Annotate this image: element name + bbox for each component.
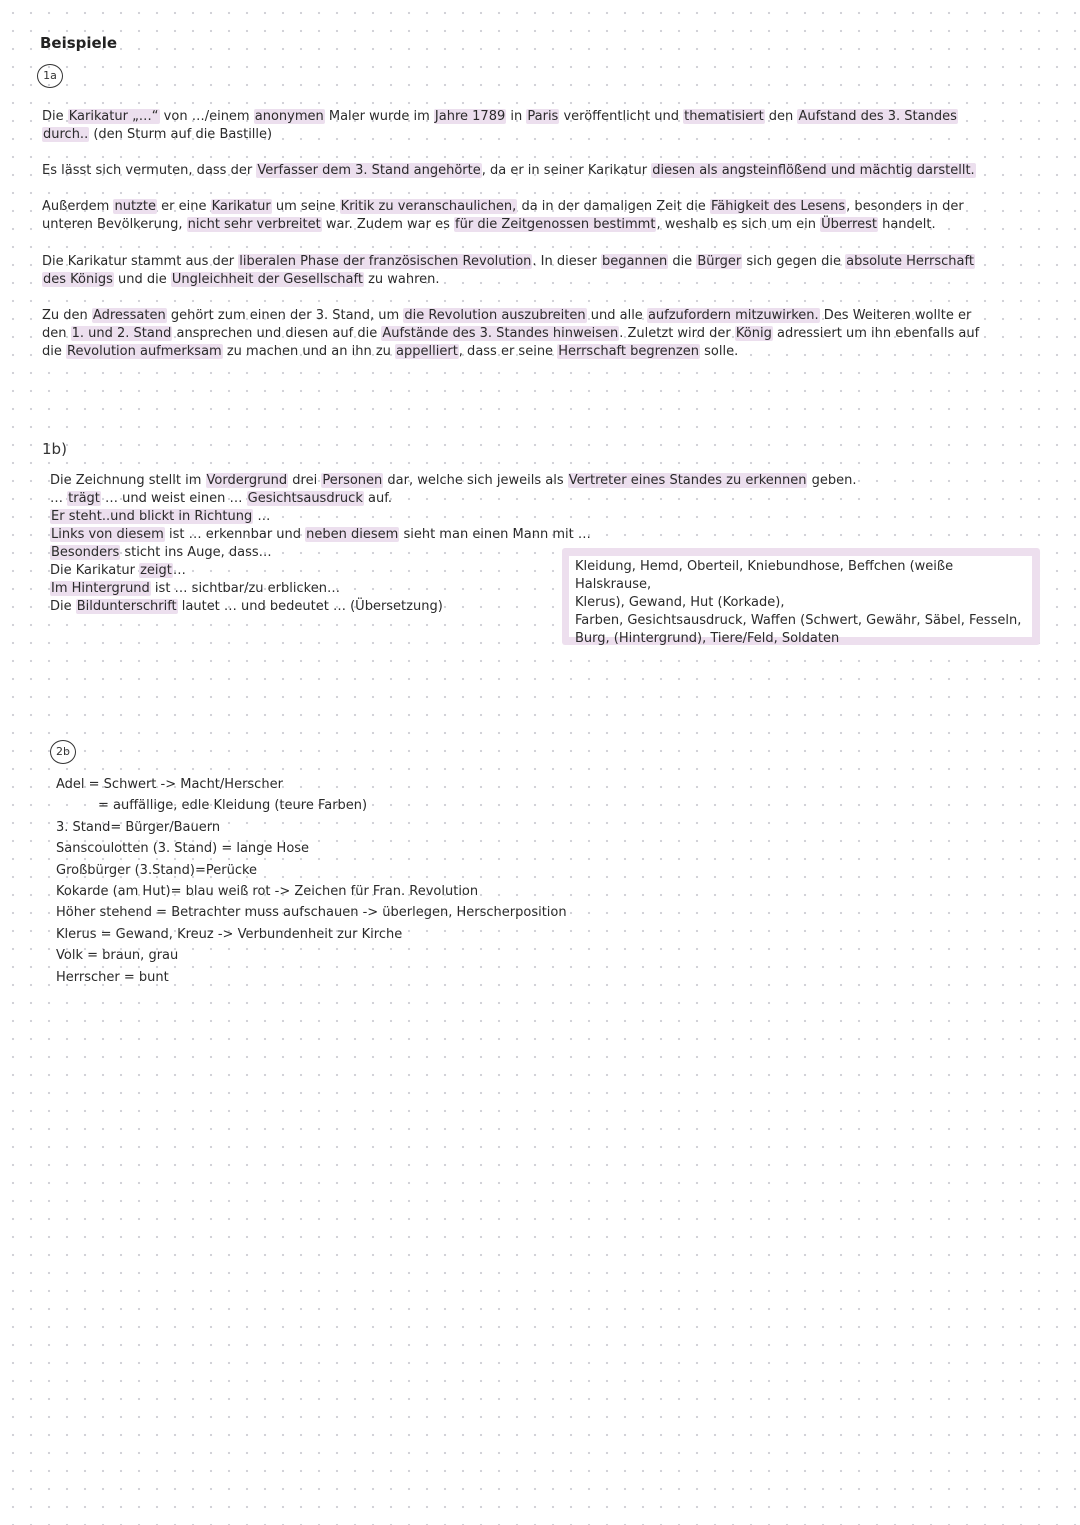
vocabulary-line: Farben, Gesichtsausdruck, Waffen (Schwert, Gewähr, Säbel, Fesseln, xyxy=(575,613,1022,628)
paragraph-1a-medium: Außerdem nutzte er eine Karikatur um seine Kritik zu veranschaulichen, da in der damaligen Zeit die Fähigkeit des Lesens, besonders in der unteren Bevölkerung, nicht sehr verbreitet war. Zudem war es für die Zeitgenossen bestimmt, weshalb es sich um ein Überrest handelt. xyxy=(42,199,964,232)
page-heading: Beispiele xyxy=(40,34,118,52)
phrase-line: … trägt … und weist einen … Gesichtsausdruck auf. xyxy=(50,491,392,506)
note-line: Großbürger (3.Stand)=Perücke xyxy=(56,862,258,878)
phrase-line: Er steht..und blickt in Richtung … xyxy=(51,509,271,524)
note-line: Volk = braun, grau xyxy=(56,948,179,964)
section-1b-label: 1b) xyxy=(42,440,67,458)
note-line: 3. Stand= Bürger/Bauern xyxy=(56,819,221,835)
vocabulary-line: Burg, (Hintergrund), Tiere/Feld, Soldaten xyxy=(575,631,840,646)
paragraph-1a-context: Die Karikatur stammt aus der liberalen Phase der französischen Revolution. In dieser begannen die Bürger sich gegen die absolute Herrschaft des Königs und die Ungleichheit der Gesellschaft zu wahren. xyxy=(42,254,974,287)
note-line: Sanscoulotten (3. Stand) = lange Hose xyxy=(56,841,310,857)
phrase-line: Die Karikatur zeigt… xyxy=(50,563,186,578)
phrase-line: Besonders sticht ins Auge, dass… xyxy=(51,545,272,560)
section-1a-label: 1a xyxy=(37,64,63,88)
note-line: Höher stehend = Betrachter muss aufschauen -> überlegen, Herscherposition xyxy=(56,905,567,921)
note-line: = auffällige, edle Kleidung (teure Farben) xyxy=(98,798,368,814)
section-2b-label: 2b xyxy=(50,740,76,764)
paragraph-1a-intro: Die Karikatur „…“ von …/einem anonymen Maler wurde im Jahre 1789 in Paris veröffentlicht und thematisiert den Aufstand des 3. Standes durch.. (den Sturm auf die Bastille) xyxy=(42,109,957,142)
vocabulary-box-content xyxy=(569,556,1032,646)
vocabulary-line: Kleidung, Hemd, Oberteil, Kniebundhose, Beffchen (weiße Halskrause, xyxy=(575,559,954,592)
note-line: Adel = Schwert -> Macht/Herscher xyxy=(56,777,283,792)
paragraph-1a-addressees: Zu den Adressaten gehört zum einen der 3. Stand, um die Revolution auszubreiten und alle aufzufordern mitzuwirken. Des Weiteren wollte er den 1. und 2. Stand ansprechen und diesen auf die Aufstände des 3. Standes hinweisen. Zuletzt wird der König adressiert um ihn ebenfalls auf die Revolution aufmerksam zu machen und an ihn zu appelliert, dass er seine Herrschaft begrenzen solle. xyxy=(42,308,980,359)
note-line: Klerus = Gewand, Kreuz -> Verbundenheit zur Kirche xyxy=(56,926,403,942)
phrase-line: Im Hintergrund ist … sichtbar/zu erblicken… xyxy=(51,581,340,596)
vocabulary-box xyxy=(562,548,1040,645)
note-line: Herrscher = bunt xyxy=(56,969,169,985)
phrase-line: Links von diesem ist … erkennbar und neben diesem sieht man einen Mann mit … xyxy=(51,527,591,542)
section-2b-notes xyxy=(56,774,616,988)
paragraph-1a-author: Es lässt sich vermuten, dass der Verfasser dem 3. Stand angehörte, da er in seiner Karikatur diesen als angsteinflößend und mächtig darstellt. xyxy=(42,163,975,178)
note-line: Kokarde (am Hut)= blau weiß rot -> Zeichen für Fran. Revolution xyxy=(56,884,479,900)
vocabulary-line: Klerus), Gewand, Hut (Korkade), xyxy=(575,595,785,610)
phrase-line: Die Zeichnung stellt im Vordergrund drei Personen dar, welche sich jeweils als Vertreter eines Standes zu erkennen geben. xyxy=(50,473,857,488)
phrase-line: Die Bildunterschrift lautet … und bedeutet … (Übersetzung) xyxy=(50,599,443,614)
